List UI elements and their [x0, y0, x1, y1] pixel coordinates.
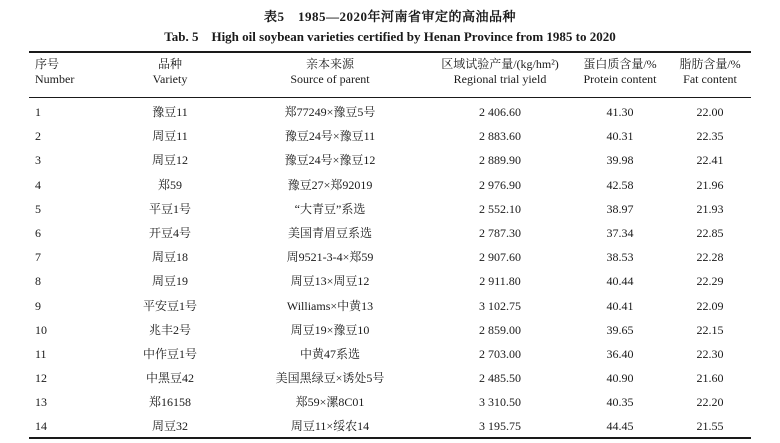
header-yield-cn: 区域试验产量/(kg/hm²)	[441, 57, 559, 71]
cell-variety: 周豆19	[151, 274, 188, 289]
cell-parent: 豫豆27×郑92019	[287, 177, 373, 192]
cell-fat: 22.30	[696, 346, 724, 361]
cell-yield: 3 310.50	[479, 395, 521, 410]
cell-number: 14	[35, 419, 47, 434]
header-number	[35, 57, 105, 87]
cell-protein: 40.35	[606, 395, 634, 410]
cell-fat: 22.00	[696, 105, 724, 119]
cell-protein: 42.58	[606, 177, 634, 192]
cell-protein: 38.97	[606, 201, 634, 216]
cell-parent: 周豆19×豫豆10	[290, 322, 370, 337]
cell-variety: 郑59	[157, 177, 182, 192]
table-row	[0, 294, 780, 318]
cell-parent: 豫豆24号×豫豆12	[284, 153, 376, 168]
table-header-rule	[29, 97, 751, 98]
cell-number: 11	[35, 346, 47, 361]
cell-protein: 40.31	[606, 129, 634, 144]
table-row	[0, 197, 780, 221]
header-fat	[670, 57, 750, 87]
cell-protein: 39.65	[606, 322, 634, 337]
table-bottom-rule	[29, 437, 751, 439]
header-number-cn: 序号	[35, 57, 60, 71]
cell-variety: 郑16158	[148, 395, 191, 410]
cell-variety: 周豆18	[151, 250, 188, 265]
cell-number: 6	[35, 225, 41, 240]
table-row	[0, 318, 780, 342]
table-title-chinese: 表5 1985—2020年河南省审定的高油品种	[263, 9, 516, 24]
table-row	[0, 221, 780, 245]
table-row	[0, 342, 780, 366]
cell-protein: 40.41	[606, 298, 634, 313]
cell-parent: 美国黑绿豆×诱处5号	[275, 371, 385, 386]
table-row	[0, 100, 780, 124]
cell-variety: 豫豆11	[152, 105, 188, 119]
header-number-en: Number	[35, 72, 75, 86]
header-parent-cn: 亲本来源	[305, 57, 354, 71]
cell-fat: 22.09	[696, 298, 724, 313]
cell-parent: Williams×中黄13	[286, 298, 374, 313]
cell-protein: 36.40	[606, 346, 634, 361]
cell-parent: 郑77249×豫豆5号	[284, 105, 376, 119]
cell-fat: 22.41	[696, 153, 724, 168]
cell-number: 2	[35, 129, 41, 144]
cell-yield: 2 859.00	[479, 322, 521, 337]
cell-parent: “大青豆”系选	[294, 201, 366, 216]
cell-number: 9	[35, 298, 41, 313]
cell-variety: 周豆32	[151, 419, 188, 434]
cell-variety: 周豆12	[151, 153, 188, 168]
cell-yield: 2 911.80	[479, 274, 521, 289]
header-protein-en: Protein content	[583, 72, 657, 86]
cell-yield: 2 552.10	[479, 201, 521, 216]
table-row	[0, 245, 780, 269]
cell-yield: 2 787.30	[479, 225, 521, 240]
cell-number: 8	[35, 274, 41, 289]
cell-variety: 平安豆1号	[142, 298, 197, 313]
cell-number: 13	[35, 395, 47, 410]
cell-protein: 41.30	[606, 105, 634, 119]
cell-protein: 39.98	[606, 153, 634, 168]
table-row	[0, 124, 780, 148]
cell-fat: 21.96	[696, 177, 724, 192]
cell-fat: 21.55	[696, 419, 724, 434]
cell-yield: 2 406.60	[479, 105, 521, 119]
cell-parent: 周9521-3-4×郑59	[286, 250, 374, 265]
cell-yield: 2 976.90	[479, 177, 521, 192]
header-protein	[575, 57, 665, 87]
header-yield-en: Regional trial yield	[453, 72, 547, 86]
cell-fat: 22.85	[696, 225, 724, 240]
cell-yield: 3 195.75	[479, 419, 521, 434]
header-parent-en: Source of parent	[290, 72, 370, 86]
header-yield	[420, 57, 580, 87]
cell-protein: 44.45	[606, 419, 634, 434]
header-fat-cn: 脂肪含量/%	[679, 57, 741, 71]
cell-variety: 周豆11	[152, 129, 188, 144]
cell-parent: 周豆13×周豆12	[290, 274, 370, 289]
table-row	[0, 366, 780, 390]
cell-number: 4	[35, 177, 41, 192]
cell-variety: 中黑豆42	[145, 371, 194, 386]
cell-fat: 22.28	[696, 250, 724, 265]
cell-fat: 22.35	[696, 129, 724, 144]
header-variety	[120, 57, 220, 87]
cell-variety: 开豆4号	[148, 225, 191, 240]
header-fat-en: Fat content	[683, 72, 737, 86]
cell-yield: 2 883.60	[479, 129, 521, 144]
table-header	[0, 57, 780, 93]
cell-variety: 平豆1号	[148, 201, 191, 216]
cell-fat: 22.20	[696, 395, 724, 410]
table-row	[0, 390, 780, 414]
cell-number: 1	[35, 105, 41, 119]
cell-number: 12	[35, 371, 47, 386]
cell-yield: 2 889.90	[479, 153, 521, 168]
cell-fat: 21.60	[696, 371, 724, 386]
table-row	[0, 148, 780, 172]
cell-yield: 2 485.50	[479, 371, 521, 386]
header-variety-en: Variety	[152, 72, 188, 86]
header-protein-cn: 蛋白质含量/%	[583, 57, 657, 71]
table-row	[0, 269, 780, 293]
cell-yield: 3 102.75	[479, 298, 521, 313]
cell-protein: 40.44	[606, 274, 634, 289]
cell-protein: 38.53	[606, 250, 634, 265]
table-body	[0, 100, 780, 439]
cell-yield: 2 703.00	[479, 346, 521, 361]
cell-parent: 豫豆24号×豫豆11	[284, 129, 376, 144]
table-row	[0, 414, 780, 438]
cell-protein: 37.34	[606, 225, 634, 240]
cell-number: 7	[35, 250, 41, 265]
cell-parent: 周豆11×绥农14	[290, 419, 370, 434]
table-title-english: Tab. 5 High oil soybean varieties certified by Henan Province from 1985 to 2020	[164, 29, 616, 44]
cell-protein: 40.90	[606, 371, 634, 386]
cell-fat: 21.93	[696, 201, 724, 216]
table-top-rule	[29, 51, 751, 53]
cell-number: 5	[35, 201, 41, 216]
cell-variety: 兆丰2号	[148, 322, 191, 337]
cell-number: 3	[35, 153, 41, 168]
cell-variety: 中作豆1号	[142, 346, 197, 361]
header-parent	[250, 57, 410, 87]
cell-yield: 2 907.60	[479, 250, 521, 265]
header-variety-cn: 品种	[157, 57, 182, 71]
cell-parent: 中黄47系选	[299, 346, 360, 361]
cell-fat: 22.29	[696, 274, 724, 289]
table-row	[0, 173, 780, 197]
cell-number: 10	[35, 322, 47, 337]
cell-parent: 美国青眉豆系选	[287, 225, 372, 240]
cell-parent: 郑59×漯8C01	[295, 395, 365, 410]
cell-fat: 22.15	[696, 322, 724, 337]
